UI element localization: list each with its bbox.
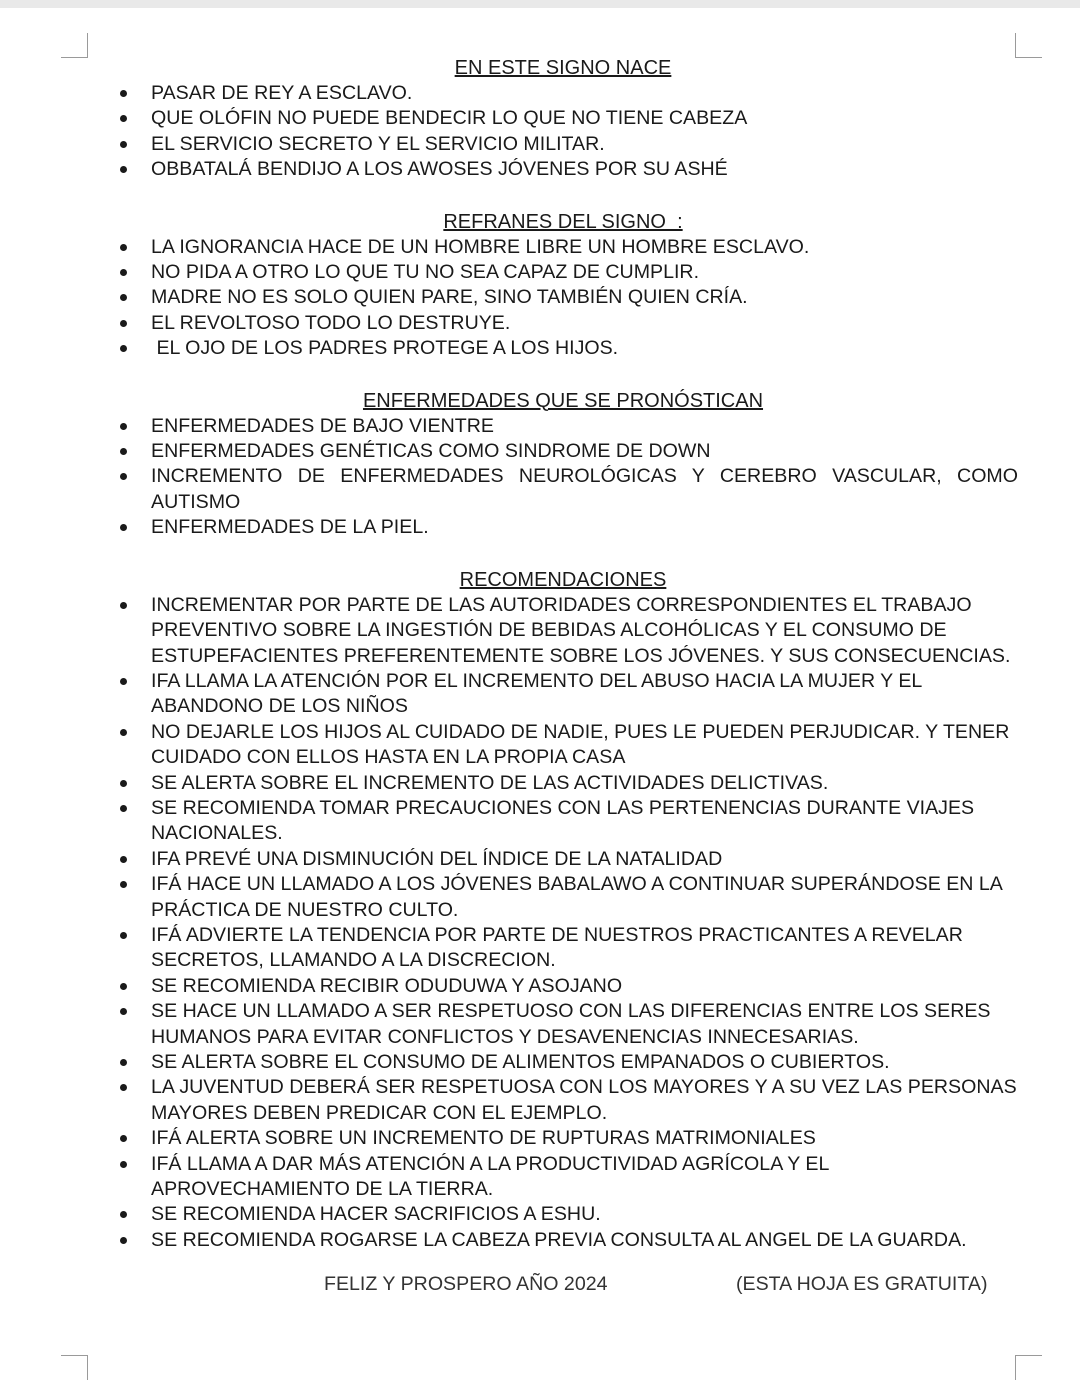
section-enfermedades [108, 389, 1018, 541]
list-item: EL REVOLTOSO TODO LO DESTRUYE. [108, 311, 1018, 336]
footer-greeting: FELIZ Y PROSPERO AÑO 2024 [324, 1273, 608, 1295]
margin-corner-bottom-left [61, 1355, 88, 1380]
section-recomendaciones [108, 568, 1018, 1254]
list-item: LA JUVENTUD DEBERÁ SER RESPETUOSA CON LOS MAYORES Y A SU VEZ LAS PERSONAS MAYORES DEBEN PREDICAR CON EL EJEMPLO. [108, 1075, 1018, 1126]
list-item: INCREMENTAR POR PARTE DE LAS AUTORIDADES CORRESPONDIENTES EL TRABAJO PREVENTIVO SOBRE LA INGESTIÓN DE BEBIDAS ALCOHÓLICAS Y EL CONSUMO DE ESTUPEFACIENTES PREFERENTEMENTE SOBRE LOS JÓVENES. Y SUS CONSECUENCIAS. [108, 593, 1018, 669]
list-item: NO DEJARLE LOS HIJOS AL CUIDADO DE NADIE, PUES LE PUEDEN PERJUDICAR. Y TENER CUIDADO CON ELLOS HASTA EN LA PROPIA CASA [108, 720, 1018, 771]
list-item: IFA LLAMA LA ATENCIÓN POR EL INCREMENTO DEL ABUSO HACIA LA MUJER Y EL ABANDONO DE LOS NIÑOS [108, 669, 1018, 720]
bullet-list [108, 81, 1018, 183]
section-en-este-signo-nace [108, 56, 1018, 183]
margin-corner-top-right [1015, 33, 1042, 58]
list-item: MADRE NO ES SOLO QUIEN PARE, SINO TAMBIÉN QUIEN CRÍA. [108, 285, 1018, 310]
list-item: SE ALERTA SOBRE EL CONSUMO DE ALIMENTOS EMPANADOS O CUBIERTOS. [108, 1050, 1018, 1075]
list-item: INCREMENTO DE ENFERMEDADES NEUROLÓGICAS Y CEREBRO VASCULAR, COMO AUTISMO [108, 464, 1018, 515]
list-item: EL SERVICIO SECRETO Y EL SERVICIO MILITAR. [108, 132, 1018, 157]
document-body [108, 56, 1018, 1253]
list-item: SE RECOMIENDA HACER SACRIFICIOS A ESHU. [108, 1202, 1018, 1227]
list-item: QUE OLÓFIN NO PUEDE BENDECIR LO QUE NO TIENE CABEZA [108, 106, 1018, 131]
list-item: SE RECOMIENDA TOMAR PRECAUCIONES CON LAS PERTENENCIAS DURANTE VIAJES NACIONALES. [108, 796, 1018, 847]
list-item: SE HACE UN LLAMADO A SER RESPETUOSO CON LAS DIFERENCIAS ENTRE LOS SERES HUMANOS PARA EVITAR CONFLICTOS Y DESAVENENCIAS INNECESARIAS. [108, 999, 1018, 1050]
list-item: IFÁ LLAMA A DAR MÁS ATENCIÓN A LA PRODUCTIVIDAD AGRÍCOLA Y EL APROVECHAMIENTO DE LA TIERRA. [108, 1152, 1018, 1203]
viewer-top-bar [0, 0, 1080, 8]
list-item: LA IGNORANCIA HACE DE UN HOMBRE LIBRE UN HOMBRE ESCLAVO. [108, 235, 1018, 260]
list-item: IFÁ HACE UN LLAMADO A LOS JÓVENES BABALAWO A CONTINUAR SUPERÁNDOSE EN LA PRÁCTICA DE NUESTRO CULTO. [108, 872, 1018, 923]
list-item: SE RECOMIENDA RECIBIR ODUDUWA Y ASOJANO [108, 974, 1018, 999]
list-item: IFÁ ADVIERTE LA TENDENCIA POR PARTE DE NUESTROS PRACTICANTES A REVELAR SECRETOS, LLAMANDO A LA DISCRECION. [108, 923, 1018, 974]
bullet-list [108, 593, 1018, 1254]
margin-corner-bottom-right [1015, 1355, 1042, 1380]
list-item: EL OJO DE LOS PADRES PROTEGE A LOS HIJOS. [108, 336, 1018, 361]
section-spacer [108, 183, 1018, 210]
list-item: ENFERMEDADES DE BAJO VIENTRE [108, 414, 1018, 439]
section-title: REFRANES DEL SIGNO : [443, 210, 683, 233]
list-item: IFA PREVÉ UNA DISMINUCIÓN DEL ÍNDICE DE LA NATALIDAD [108, 847, 1018, 872]
list-item: SE ALERTA SOBRE EL INCREMENTO DE LAS ACTIVIDADES DELICTIVAS. [108, 771, 1018, 796]
list-item: NO PIDA A OTRO LO QUE TU NO SEA CAPAZ DE CUMPLIR. [108, 260, 1018, 285]
list-item: SE RECOMIENDA ROGARSE LA CABEZA PREVIA CONSULTA AL ANGEL DE LA GUARDA. [108, 1228, 1018, 1253]
list-item: OBBATALÁ BENDIJO A LOS AWOSES JÓVENES POR SU ASHÉ [108, 157, 1018, 182]
list-item: IFÁ ALERTA SOBRE UN INCREMENTO DE RUPTURAS MATRIMONIALES [108, 1126, 1018, 1151]
section-spacer [108, 541, 1018, 568]
bullet-list [108, 235, 1018, 362]
list-item: ENFERMEDADES GENÉTICAS COMO SINDROME DE DOWN [108, 439, 1018, 464]
list-item: PASAR DE REY A ESCLAVO. [108, 81, 1018, 106]
section-title: EN ESTE SIGNO NACE [454, 57, 672, 79]
section-refranes [108, 210, 1018, 362]
footer-note: (ESTA HOJA ES GRATUITA) [736, 1273, 988, 1295]
section-title: RECOMENDACIONES [459, 568, 667, 591]
list-item: ENFERMEDADES DE LA PIEL. [108, 515, 1018, 540]
section-title: ENFERMEDADES QUE SE PRONÓSTICAN [362, 389, 764, 412]
section-spacer [108, 362, 1018, 389]
margin-corner-top-left [61, 33, 88, 58]
bullet-list [108, 414, 1018, 541]
